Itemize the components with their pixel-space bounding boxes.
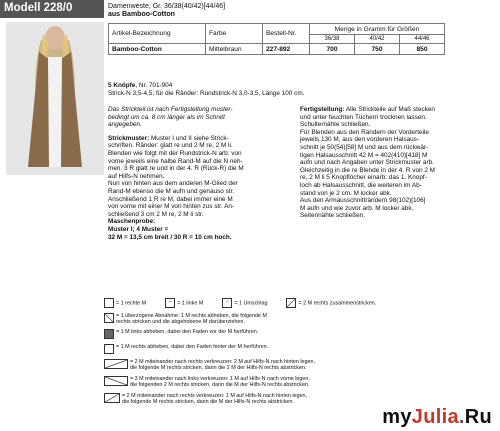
col-article: Artikel-Bezeichnung xyxy=(109,24,206,44)
fert-line: Aus den Armausschnitträndern 98(102)[106] xyxy=(300,197,426,205)
intro-line: angegeben. xyxy=(108,121,142,129)
muster-line: von vorne mit einer M von hinten zus str. An- xyxy=(108,203,235,211)
knit-stitch-icon xyxy=(104,298,114,308)
legend-text: = 1 M links abheben, dabei den Faden vor der M herführen. xyxy=(116,329,259,335)
fert-line: Gleichzeitig in die re Blende in der 4. R von 2 M xyxy=(300,166,435,174)
legend-text: = 3 M miteinander nach links verkreuzen: 1 M auf Hilfs-N nach vorne legen, xyxy=(130,376,310,382)
yarn-over-icon: ○ xyxy=(222,298,232,308)
col-color: Farbe xyxy=(206,24,263,44)
probe-line-2: 32 M = 13,5 cm breit / 30 R = 10 cm hoch. xyxy=(108,233,232,241)
header-bar xyxy=(0,0,500,20)
legend-yarn-over: = 1 Umschlag xyxy=(234,300,268,307)
legend-item xyxy=(104,329,404,341)
fert-line: Schulternähte schließen. xyxy=(300,121,371,129)
legend-text: = 1 überzogene Abnahme: 1 M rechts abheben, die folgende M xyxy=(116,313,267,319)
fert-line: jeweils 130 M, aus den vorderen Halsaus- xyxy=(300,136,419,144)
legend-text: = 2 M miteinander nach rechts verkreuzen: 1 M auf Hilfs-N nach hinten legen, xyxy=(122,393,308,399)
brand-my: my xyxy=(382,406,412,428)
legend-knit: = 1 rechte M xyxy=(116,300,147,307)
legend-k2tog: = 2 M rechts zusammenstricken. xyxy=(298,300,377,307)
muster-line: Anschließend 1 R re M, dabei immer eine M xyxy=(108,195,233,203)
legend-purl: = 1 linke M xyxy=(177,300,204,307)
legend-item xyxy=(104,359,404,373)
strickmuster-section xyxy=(108,135,293,219)
legend-item xyxy=(104,344,404,356)
muster-line: schriften. Ränder: glatt re und 2 M re, 2 M li. xyxy=(108,142,233,150)
header-line-1: Damenweste, Gr. 36/38(40/42)[44/46] xyxy=(108,3,226,10)
size-3: 44/46 xyxy=(400,35,445,44)
header-description xyxy=(108,3,225,19)
cross-right-2-icon xyxy=(104,393,120,403)
legend-item xyxy=(104,313,404,327)
fert-line: M aufn und wie zuvor arb. M locker abk. xyxy=(300,204,414,212)
row-nr: 227-892 xyxy=(263,44,310,55)
row-amount-1: 700 xyxy=(310,44,355,55)
model-photo xyxy=(6,22,104,175)
fert-line: re, 2 M li 5 Knopflöcher einarb: das 1. Knopf- xyxy=(300,174,427,182)
fert-line: Für Blenden aus den Rändern der Vorderteile xyxy=(300,128,429,136)
slip-purlwise-icon xyxy=(104,329,114,339)
material-table xyxy=(108,23,445,55)
muster-line: Muster I und II siehe Strick- xyxy=(149,134,229,142)
row-color: Mittelbraun xyxy=(206,44,263,55)
probe-line-1: Muster I; 4 Muster = xyxy=(108,225,169,233)
fert-line: tigen Halsausschnitt 42 M = 402(410)[418] M xyxy=(300,151,428,159)
row-amount-3: 850 xyxy=(400,44,445,55)
legend-list xyxy=(104,313,404,407)
muster-line: schließend 3 cm 2 M re, 2 M li str. xyxy=(108,210,204,218)
left-column xyxy=(108,106,293,241)
legend-text: die folgende M rechts stricken, dann die M der Hilfs-N rechts abstricken. xyxy=(122,399,294,406)
materials-info xyxy=(108,82,488,97)
legend-item xyxy=(104,393,404,407)
purl-stitch-icon: – xyxy=(165,298,175,308)
fertigstellung-title: Fertigstellung: xyxy=(300,106,345,113)
muster-line: men. 3 R glatt re und in der 4. R (Rück-R) die M xyxy=(108,165,244,173)
row-name: Bamboo-Cotton xyxy=(109,44,206,55)
k2tog-icon xyxy=(286,298,296,308)
legend-row-1 xyxy=(104,298,484,308)
cross-right-3-icon xyxy=(104,359,128,369)
muster-line: Rand-M ebenso die M aufn und genauso str. xyxy=(108,187,235,195)
buttons-title: 5 Knöpfe xyxy=(108,82,136,89)
muster-line: Nun von hinten aus dem anderen M-Glied der xyxy=(108,180,238,188)
legend-text: = 2 M miteinander nach rechts verkreuzen: 2 M auf Hilfs-N nach hinten legen, xyxy=(130,359,316,365)
header-line-2: aus Bamboo-Cotton xyxy=(108,11,175,18)
fert-line: und unter feuchten Tüchern trocknen lassen. xyxy=(300,113,427,121)
strickmuster-title: Strickmuster: xyxy=(108,134,150,142)
fert-line: loch ab Halsausschnitt, die weiteren im Ab- xyxy=(300,181,422,189)
needles-info: Strick-N 3,5-4,5; für die Ränder: Rundstrick-N 3,0-3,5, Länge 100 cm. xyxy=(108,89,305,97)
right-column xyxy=(300,106,495,220)
fert-line: aufn und nach Angaben unter Strickmuster arb. xyxy=(300,159,434,167)
intro-line: Das Strickteil ist nach Fertigstellung muster- xyxy=(108,106,233,113)
model-photo-illustration xyxy=(6,22,104,175)
model-title: Modell 228/0 xyxy=(4,2,73,14)
brand-ru: Ru xyxy=(464,406,492,428)
slip-knitwise-icon xyxy=(104,344,114,354)
fert-line: Seitennähte schließen. xyxy=(300,212,366,220)
model-title-box xyxy=(0,0,104,18)
fert-line: stand von je 2 cm. M locker abk. xyxy=(300,189,392,197)
intro-line: bedingt um ca. 8 cm länger als im Schnitt xyxy=(108,113,225,121)
cross-left-3-icon xyxy=(104,376,128,386)
legend-text: die folgende M rechts stricken, dann die 2 M der Hilfs-N rechts abstricken. xyxy=(130,365,307,372)
row-amount-2: 750 xyxy=(355,44,400,55)
fert-line: Alle Strickteile auf Maß stecken xyxy=(344,106,435,113)
probe-title: Maschenprobe: xyxy=(108,218,156,226)
muster-line: auf Hilfs-N nehmen. xyxy=(108,172,165,180)
buttons-nr: , Nr. 701-904 xyxy=(135,82,173,89)
site-watermark xyxy=(382,406,492,429)
brand-julia: Julia xyxy=(411,406,459,428)
size-2: 40/42 xyxy=(355,35,400,44)
legend-text: = 1 M rechts abheben, dabei den Faden hinter der M herführen. xyxy=(116,344,269,350)
intro-text xyxy=(108,106,293,129)
legend-text: rechts stricken und die abgehobene M darüberziehen. xyxy=(116,319,245,326)
size-1: 36/38 xyxy=(310,35,355,44)
legend-text: die folgenden 2 M rechts stricken, dann die M der Hilfs-N rechts abstricken. xyxy=(130,382,310,389)
fert-line: schnitt je 50(54)[58] M und aus dem rückwär- xyxy=(300,143,429,151)
muster-line: vorne jeweils eine halbe Rand-M auf die N neh- xyxy=(108,157,243,165)
brand-dot: . xyxy=(458,406,465,428)
legend-item xyxy=(104,376,404,390)
ssk-icon xyxy=(104,313,114,323)
col-amount: Menge in Gramm für Größen xyxy=(310,24,445,35)
muster-line: Blenden wie folgt mit der Rundstrick-N arb: von xyxy=(108,149,242,157)
col-order-nr: Bestell-Nr. xyxy=(263,24,310,44)
